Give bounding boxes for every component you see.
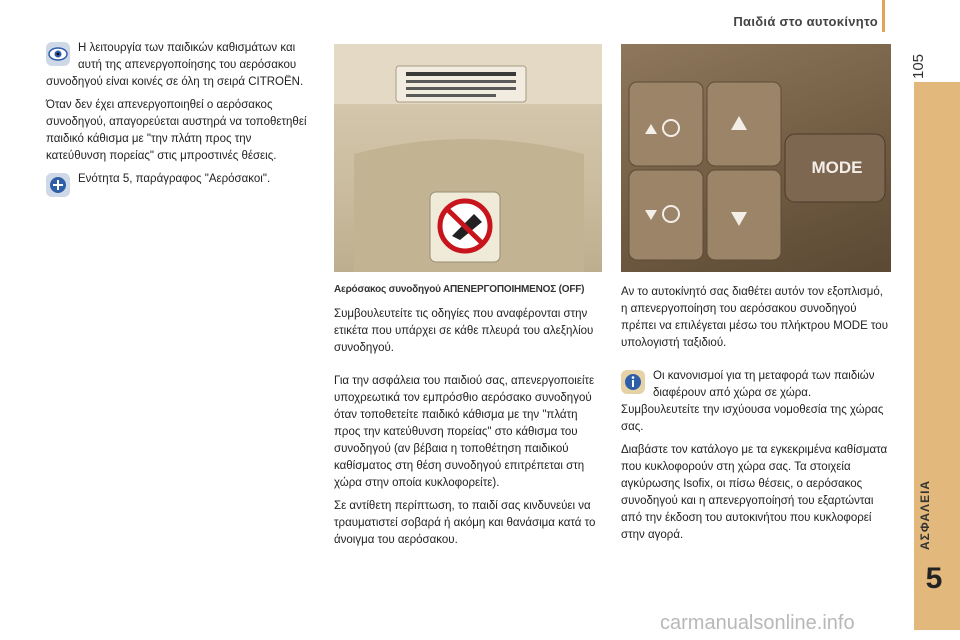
column-middle: [334, 306, 606, 555]
column3-paragraph-2: Διαβάστε τον κατάλογο με τα εγκεκριμένα καθίσματα που κυκλοφορούν στη χώρα σας. Τα στοιχεία αγκύρωσης Isofix, οι πίσω θέσεις, ο αερόσακος συνοδηγού και η απενεργοποίησή του εξαρτώνται από την έκδοση του αυτοκινήτου που κυκλοφορεί στην αγορά.: [621, 444, 888, 541]
mode-button-photo: [621, 44, 891, 272]
column2-paragraph-2: Για την ασφάλεια του παιδιού σας, απενεργοποιείτε υποχρεωτικά τον εμπρόσθιο αερόσακο συνοδηγού όταν τοποθετείτε παιδικό κάθισμα με την "πλάτη προς την κατεύθυνση πορείας" στο κάθισμα του συνοδηγού (αν βέβαια η τοποθέτηση παιδικού καθίσματος στη θέση συνοδηγού επιτρέπεται στη χώρα στην οποία κυκλοφορείτε).: [334, 375, 595, 489]
mode-button-label: MODE: [811, 158, 863, 177]
column2-paragraph-3: Σε αντίθετη περίπτωση, το παιδί σας κινδυνεύει να τραυματιστεί σοβαρά ή ακόμη και θανάσιμα κατά το άνοιγμα του αερόσακου.: [334, 500, 596, 546]
info-icon: [621, 370, 645, 394]
note-plus-text: Ενότητα 5, παράγραφος "Αερόσακοι".: [78, 173, 271, 185]
eye-icon: [46, 42, 70, 66]
column3-paragraph-1: Αν το αυτοκίνητό σας διαθέτει αυτόν τον εξοπλισμό, η απενεργοποίηση του αερόσακου συνοδηγού πρέπει να επιλέγεται μέσω του πλήκτρου MODE του υπολογιστή ταξιδιού.: [621, 286, 888, 349]
watermark: carmanualsonline.info: [660, 612, 855, 634]
plus-icon: [46, 173, 70, 197]
note-info-text: Οι κανονισμοί για τη μεταφορά των παιδιών διαφέρουν από χώρα σε χώρα. Συμβουλευτείτε την ισχύουσα νομοθεσία της χώρας σας.: [621, 370, 884, 433]
note-eye-text: Η λειτουργία των παιδικών καθισμάτων και αυτή της απενεργοποίησης του αερόσακου συνοδηγού είναι κοινές σε όλη τη σειρά CITROËN.: [46, 42, 304, 88]
chapter-side-label: ΑΣΦΑΛΕΙΑ: [918, 479, 932, 551]
note-info: [621, 368, 891, 436]
note-plus: [46, 171, 312, 188]
header-accent-rule: [882, 0, 885, 32]
column-left: [46, 40, 312, 199]
column1-paragraph: Όταν δεν έχει απενεργοποιηθεί ο αερόσακος συνοδηγού, απαγορεύεται αυστηρά να τοποθετηθεί παιδικό κάθισμα με "την πλάτη προς την κατεύθυνση πορείας" στις μπροστινές θέσεις.: [46, 99, 307, 162]
page-header-title: Παιδιά στο αυτοκίνητο: [733, 14, 878, 29]
figure-caption: Αερόσακος συνοδηγού ΑΠΕΝΕΡΓΟΠΟΙΗΜΕΝΟΣ (OFF): [334, 284, 585, 295]
note-eye: [46, 40, 312, 91]
no-rear-facing-seat-icon: [430, 192, 500, 262]
chapter-number: 5: [925, 562, 943, 595]
column2-paragraph-1: Συμβουλευτείτε τις οδηγίες που αναφέρονται στην ετικέτα που υπάρχει σε κάθε πλευρά του αλεξηλίου συνοδηγού.: [334, 308, 594, 354]
page-number: 105: [910, 53, 927, 79]
column-right: [621, 284, 891, 550]
